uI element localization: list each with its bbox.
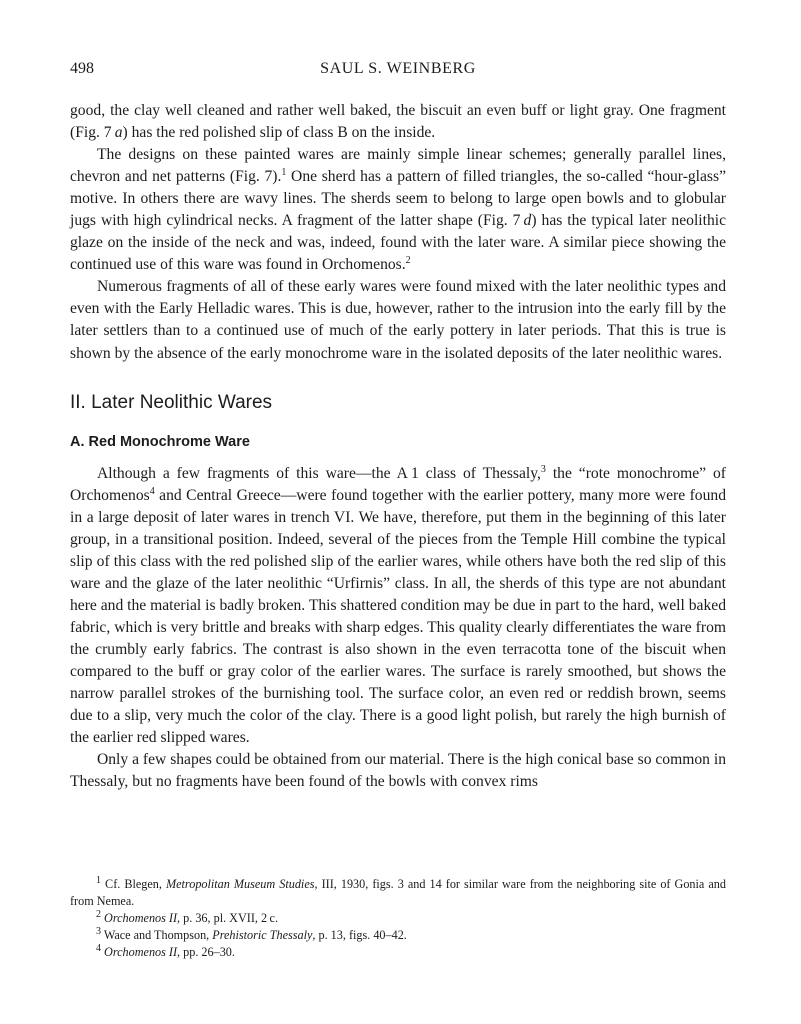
paragraph: Numerous fragments of all of these early wares were found mixed with the later neolithic types and even with the Early Helladic wares. This is due, however, rather to the intrusion into the early fill by the later settlers than to a continued use of much of the early pottery in later periods. That this is true is shown by the absence of the early monochrome ware in the isolated deposits of the later neolithic wares. [70,278,726,362]
footnote [70,927,726,944]
paragraph: Only a few shapes could be obtained from our material. There is the high conical base so common in Thessaly, but no fragments have been found of the bowls with convex rims [70,751,726,791]
text-run: Although a few fragments of this ware—the A 1 class of Thessaly, [97,464,541,482]
footnote-ref: 1 [281,166,287,178]
text-run: , p. 13, figs. 40–42. [312,928,407,942]
footnote-marker: 1 [96,874,101,886]
text-italic: a [114,124,123,142]
footnote [70,910,726,927]
footnote-marker: 2 [96,908,101,920]
text-run: ) has the red polished slip of class B on the inside. [122,124,436,142]
text-run: Wace and Thompson, [101,928,213,942]
text-italic: Orchomenos II [104,945,178,959]
section-heading: II. Later Neolithic Wares [70,391,273,413]
text-run: , p. 36, pl. XVII, 2 c. [177,911,278,925]
page-number: 498 [70,60,94,77]
text-run: good, the clay well cleaned and rather well baked, the biscuit an even buff or light gray. One fragment (Fig. 7 [70,102,726,142]
footnote-ref: 2 [405,255,411,267]
text-run: and Central Greece—were found together with the earlier pottery, many more were found in a large deposit of later wares in trench VI. We have, therefore, put them in the beginning of this later group, in a transitional position. Indeed, several of the pieces from the Temple Hill combine the typical slip of this class with the red polished slip of the earlier wares, while others have both the red slip of this ware and the glaze of the later neolithic “Urfirnis” class. In all, the sherds of this type are not abundant here and the material is badly broken. This shattered condition may be due in part to the hard, well baked fabric, which is very brittle and breaks with sharp edges. This quality clearly differentiates the ware from the crumbly early fabrics. The contrast is also shown in the even terracotta tone of the biscuit when compared to the buff or gray color of the earlier wares. The surface is rarely smoothed, but shows the narrow parallel strokes of the burnishing tool. The surface color, an even red or reddish brown, seems due to a slip, very much the color of the clay. There is a good light polish, but rarely the high burnish of the earlier red slipped wares. [70,486,726,747]
text-italic: Orchomenos II [104,911,178,925]
subsection-heading: A. Red Monochrome Ware [70,433,250,450]
text-run: , III, 1930, figs. 3 and 14 for similar ware from the neighboring site of Gonia and from Nemea. [70,877,726,908]
footnotes [70,876,726,961]
footnote-ref: 4 [149,485,155,497]
page-header [70,60,726,84]
text-run: Cf. Blegen, [101,877,166,891]
text-run: The designs on these painted wares are mainly simple linear schemes; generally parallel lines, chevron and net patterns (Fig. 7). [70,146,726,186]
footnote-marker: 4 [96,942,101,954]
paragraph [70,144,726,276]
footnote [70,944,726,961]
text-italic: Metropolitan Museum Studies [165,877,315,891]
text-italic: Prehistoric Thessaly [212,928,313,942]
running-head: SAUL S. WEINBERG [320,60,476,77]
body-text [70,100,726,793]
paragraph [70,463,726,750]
paragraph [70,100,726,144]
footnote [70,876,726,910]
text-run: One sherd has a pattern of filled triangles, the so-called “hour-glass” motive. In others there are wavy lines. The sherds seem to belong to large open bowls and to globular jugs with high cylindrical necks. A fragment of the latter shape (Fig. 7 [70,168,726,230]
footnote-marker: 3 [96,925,101,937]
text-run: the “rote monochrome” of Orchomenos [70,464,726,504]
text-run: ) has the typical later neolithic glaze on the inside of the neck and was, indeed, found with the later ware. A similar piece showing the continued use of this ware was found in Orchomenos. [70,212,726,274]
footnote-ref: 3 [540,463,546,475]
text-run: , pp. 26–30. [177,945,235,959]
text-italic: d [523,212,532,230]
